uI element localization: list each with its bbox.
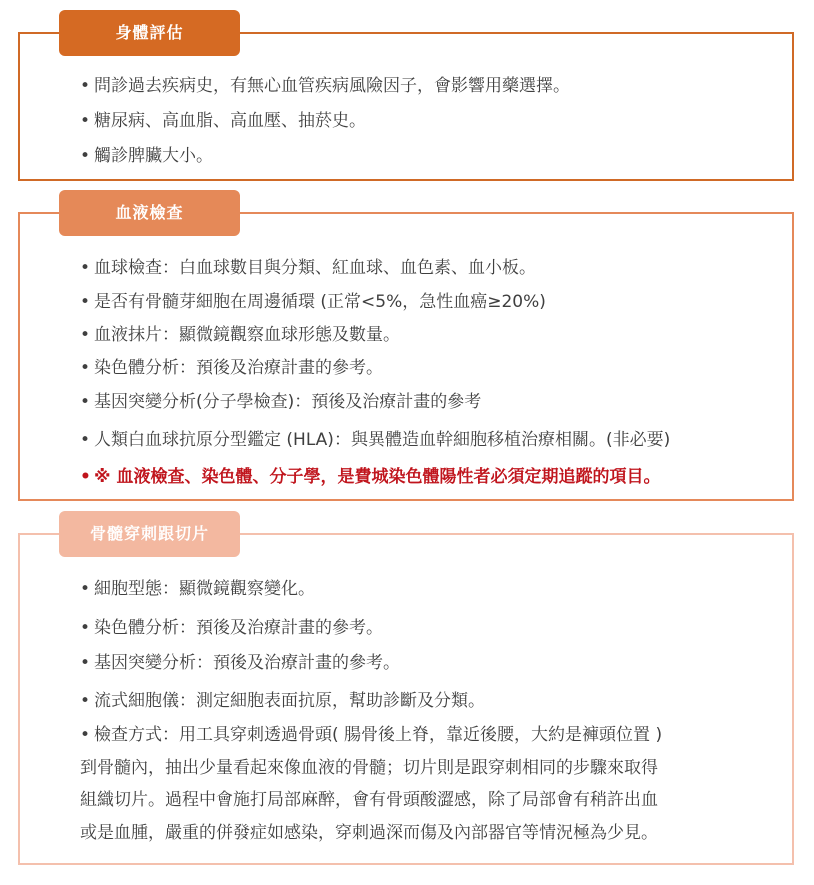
list-item: • 染色體分析：預後及治療計畫的參考。 — [80, 618, 383, 638]
warning-note: • ※ 血液檢查、染色體、分子學，是費城染色體陽性者必須定期追蹤的項目。 — [80, 467, 661, 487]
section-title-bone-marrow: 骨髓穿刺跟切片 — [59, 511, 240, 557]
list-item: • 人類白血球抗原分型鑑定 (HLA)：與異體造血幹細胞移植治療相關。(非必要) — [80, 430, 671, 450]
paragraph-line: 組織切片。過程中會施打局部麻醉，會有骨頭酸澀感，除了局部會有稍許出血 — [80, 790, 658, 810]
list-item: • 流式細胞儀：測定細胞表面抗原，幫助診斷及分類。 — [80, 691, 485, 711]
section-title-blood-test: 血液檢查 — [59, 190, 240, 236]
paragraph-line: 到骨髓內，抽出少量看起來像血液的骨髓；切片則是跟穿刺相同的步驟來取得 — [80, 757, 658, 778]
list-item: • 糖尿病、高血脂、高血壓、抽菸史。 — [80, 111, 366, 131]
list-item: • 基因突變分析(分子學檢查)：預後及治療計畫的參考 — [80, 392, 482, 412]
paragraph-line: • 檢查方式：用工具穿刺透過骨頭( 腸骨後上脊，靠近後腰，大約是褲頭位置 ) — [80, 725, 663, 745]
list-item: • 是否有骨髓芽細胞在周邊循環 (正常<5%，急性血癌≥20%) — [80, 292, 546, 312]
list-item: • 血液抹片：顯微鏡觀察血球形態及數量。 — [80, 325, 400, 345]
procedure-paragraph — [80, 719, 750, 849]
section-title-physical-exam: 身體評估 — [59, 10, 240, 56]
list-item: • 觸診脾臟大小。 — [80, 146, 213, 166]
list-item: • 染色體分析：預後及治療計畫的參考。 — [80, 358, 383, 378]
list-item: • 血球檢查：白血球數目與分類、紅血球、血色素、血小板。 — [80, 258, 536, 278]
list-item: • 基因突變分析：預後及治療計畫的參考。 — [80, 653, 400, 673]
list-item: • 問診過去疾病史，有無心血管疾病風險因子，會影響用藥選擇。 — [80, 76, 570, 96]
paragraph-line: 或是血腫，嚴重的併發症如感染，穿刺過深而傷及內部器官等情況極為少見。 — [80, 822, 658, 843]
list-item: • 細胞型態：顯微鏡觀察變化。 — [80, 579, 315, 599]
